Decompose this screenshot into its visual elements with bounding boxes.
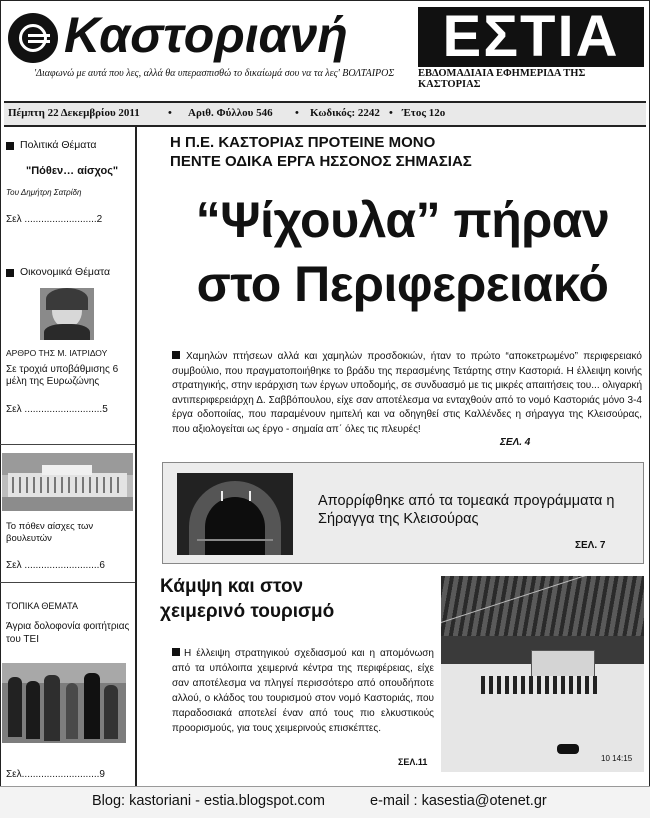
main-headline-line: στο Περιφερειακό (196, 256, 609, 312)
winter-headline-line: Κάμψη και στον (160, 576, 304, 597)
email-link[interactable]: e-mail : kasestia@otenet.gr (370, 793, 547, 809)
separator-dot: • (389, 107, 393, 119)
main-headline[interactable] (160, 188, 645, 316)
issue-date: Πέμπτη 22 Δεκεμβρίου 2011 (8, 107, 140, 119)
tunnel-page-ref: ΣΕΛ. 7 (575, 540, 606, 551)
local-article-title[interactable]: Άγρια δολοφονία φοιτήτριας του ΤΕΙ (6, 621, 130, 645)
local-section-label: ΤΟΠΙΚΑ ΘΕΜΑΤΑ (6, 601, 79, 611)
bullet-icon (172, 648, 180, 656)
winter-story-headline[interactable] (160, 574, 334, 624)
author-portrait-photo (40, 288, 94, 340)
economy-article-title[interactable]: Σε τροχιά υποβάθμισης 6 μέλη της Ευρωζώνης (6, 364, 119, 387)
issue-year: Έτος 12ο (402, 107, 446, 119)
economy-section-label: Οικονομικά Θέματα (20, 266, 111, 278)
newspaper-subtitle: ΕΒΔΟΜΑΔΙΑΙΑ ΕΦΗΜΕΡΙΔΑ ΤΗΣ ΚΑΣΤΟΡΙΑΣ (418, 68, 586, 90)
politics-author: Του Δημήτρη Σατρίδη (6, 188, 82, 197)
politics-section-label: Πολιτικά Θέματα (20, 139, 97, 151)
politics-article-title[interactable]: "Πόθεν… αίσχος" (26, 165, 119, 177)
newspaper-name: Καστοριανή (64, 7, 348, 63)
local-page-ref: Σελ............................9 (6, 769, 105, 780)
tunnel-photo (177, 473, 293, 555)
main-lead-text: Χαμηλών πτήσεων αλλά και χαμηλών προσδοκιών, ήταν το πρώτο “αποκετρωμένο” περιφερειακό συμβούλιο, που πραγματοποιήθηκε το βράδυ της περασμένης Τετάρτης στην Καστοριά. Η έλλειψη κοινής στρατηγικής, στην ιεράρχιση των έργων υποδομής, σε συνδυασμό με τις μικρές απαιτήσεις του... ολιγαρκή αντιπεριφερειάρχη Δ. Σαββόπουλου, είχε σαν αποτέλεσμα να ενταχθούν από το νομό Καστοριάς μόνο 3-4 έργα οδοποιίας, που παραμένουν ημιτελή και να οδηγηθεί στις Καλλένδες η σήραγγα της Κλεισούρας, που αξιολογείται ως έργο - σημαία απ΄ όλες τις πλευρές! (172, 351, 642, 435)
winter-headline-line: χειμερινό τουρισμό (160, 601, 335, 622)
main-kicker (170, 133, 472, 171)
sidebar (0, 126, 137, 786)
tunnel-story-title[interactable]: Απορρίφθηκε από τα τομεακά προγράμματα η Σήραγγα της Κλεισούρας (318, 493, 615, 527)
crime-scene-photo (2, 663, 126, 743)
economy-page-ref: Σελ ............................5 (6, 404, 108, 415)
section-divider (0, 444, 135, 445)
winter-page-ref: ΣΕΛ.11 (398, 757, 428, 767)
newspaper-logo-icon (8, 13, 58, 63)
politics-page-ref: Σελ ..........................2 (6, 214, 103, 225)
issue-info-bar (4, 101, 646, 127)
newspaper-name-box: ΕΣΤΙΑ (418, 7, 644, 67)
bullet-icon (172, 351, 180, 359)
motto: 'Διαφωνώ με αυτά που λες, αλλά θα υπερασπισθώ το δικαίωμά σου να τα λες' ΒΟΛΤΑΙΡΟΣ (34, 68, 395, 79)
issue-number: Αριθ. Φύλλου 546 (188, 107, 273, 119)
issue-code: Κωδικός: 2242 (310, 107, 380, 119)
footer (0, 786, 650, 818)
separator-dot: • (168, 107, 172, 119)
main-headline-line: “Ψίχουλα” πήραν (195, 192, 610, 248)
winter-story-body (172, 646, 434, 736)
winter-story-text: Η έλλειψη στρατηγικού σχεδιασμού και η απομόνωση από τα υπόλοιπα χειμερινά κέντρα της περιφέρειας, είχε σαν αποτέλεσμα να πληγεί περισσότερο από οπουδήποτε αλλού, ο κλάδος του τουρισμού στον νομό Καστοριάς, που παραδοσιακά αποτελεί έναν από τους πιο ελκυστικούς προορισμούς, για τους χειμερινούς επισκέπτες. (172, 648, 434, 734)
main-kicker-line: Η Π.Ε. ΚΑΣΤΟΡΙΑΣ ΠΡΟΤΕΙΝΕ ΜΟΝΟ (170, 134, 436, 151)
separator-dot: • (295, 107, 299, 119)
bullet-icon (6, 269, 14, 277)
ski-resort-photo (441, 576, 644, 772)
section-divider (0, 582, 135, 583)
photo-timestamp: 10 14:15 (601, 754, 633, 763)
main-page-ref: ΣΕΛ. 4 (500, 437, 531, 448)
parliament-page-ref: Σελ ...........................6 (6, 560, 105, 571)
main-lead-paragraph (172, 350, 642, 437)
masthead (4, 4, 646, 70)
main-kicker-line: ΠΕΝΤΕ ΟΔΙΚΑ ΕΡΓΑ ΗΣΣΟΝΟΣ ΣΗΜΑΣΙΑΣ (170, 153, 472, 170)
bullet-icon (6, 142, 14, 150)
parliament-article-title[interactable]: Το πόθεν αίσχες των βουλευτών (6, 521, 94, 544)
blog-link[interactable]: Blog: kastoriani - estia.blogspot.com (92, 793, 325, 809)
parliament-photo (2, 453, 133, 511)
economy-author: ΑΡΘΡΟ ΤΗΣ Μ. ΙΑΤΡΙΔΟΥ (6, 348, 108, 358)
